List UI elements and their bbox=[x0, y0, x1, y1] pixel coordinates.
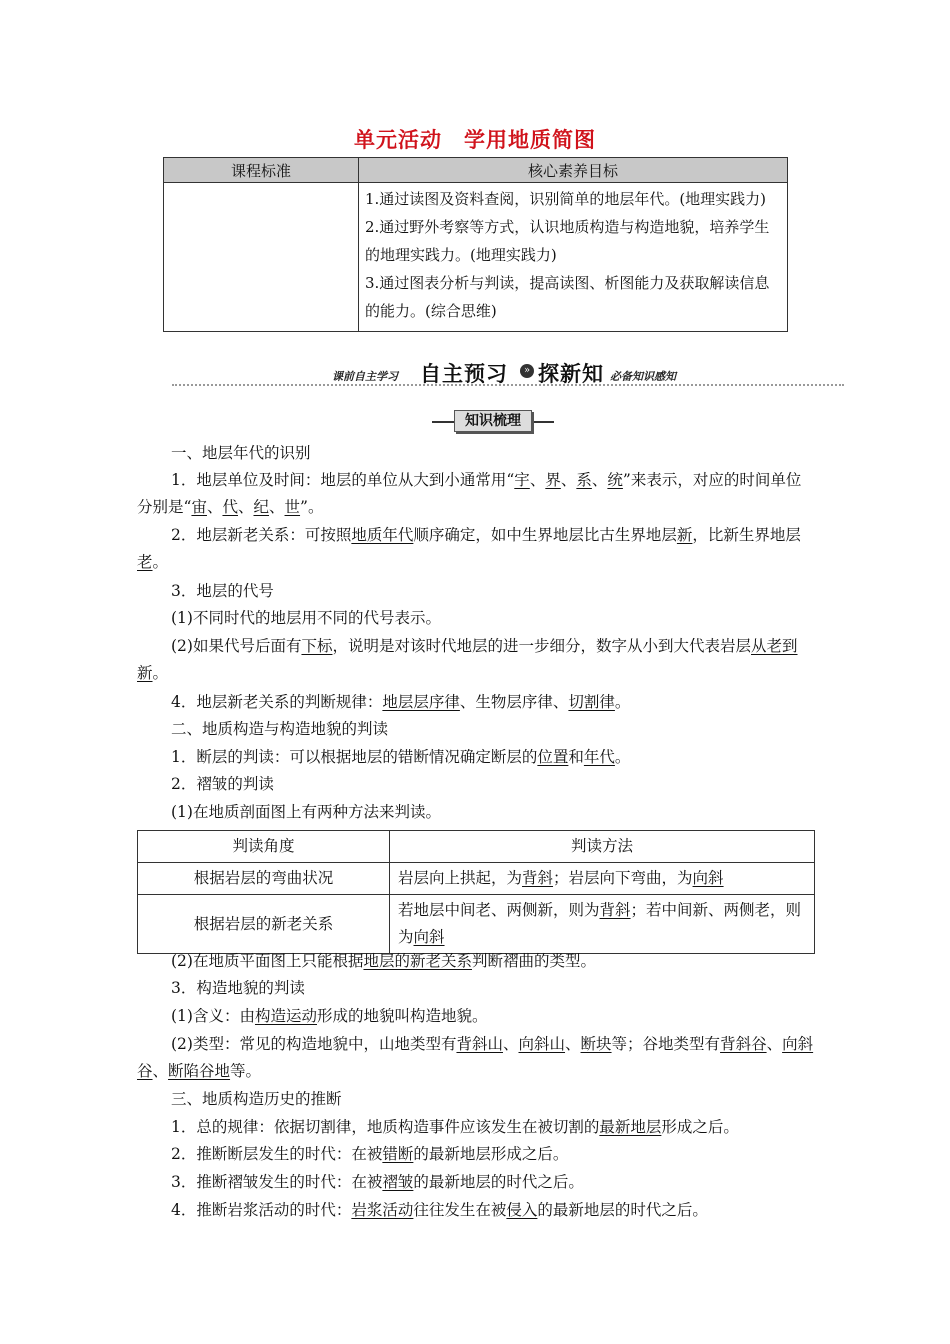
col-header-goals: 核心素养目标 bbox=[359, 158, 788, 183]
paragraph: (1)在地质剖面图上有两种方法来判读。 bbox=[171, 803, 441, 821]
paragraph: (1)含义：由构造运动形成的地貌叫构造地貌。 bbox=[171, 1007, 488, 1025]
section-heading: 三、地质构造历史的推断 bbox=[171, 1090, 342, 1108]
paragraph: 2．褶皱的判读 bbox=[171, 775, 274, 793]
standard-cell bbox=[164, 183, 359, 332]
goal-item: 1.通过读图及资料查阅，识别简单的地层年代。(地理实践力) bbox=[365, 190, 767, 208]
chevron-right-icon: » bbox=[520, 364, 534, 378]
table-cell: 岩层向上拱起，为背斜；岩层向下弯曲，为向斜 bbox=[390, 863, 815, 895]
section-banner bbox=[172, 358, 844, 388]
goal-item: 2.通过野外考察等方式，认识地质构造与构造地貌，培养学生的地理实践力。(地理实践力) bbox=[365, 218, 770, 264]
table-cell: 若地层中间老、两侧新，则为背斜；若中间新、两侧老，则为向斜 bbox=[390, 895, 815, 954]
paragraph: (1)不同时代的地层用不同的代号表示。 bbox=[171, 609, 441, 627]
paragraph: 2．推断断层发生的时代：在被错断的最新地层形成之后。 bbox=[171, 1145, 569, 1163]
paragraph: 3．地层的代号 bbox=[171, 582, 274, 600]
standards-table bbox=[163, 157, 788, 332]
goals-cell bbox=[359, 183, 788, 332]
banner-divider bbox=[172, 384, 844, 386]
table-cell: 根据岩层的新老关系 bbox=[138, 895, 390, 954]
banner-main-subtitle: 探新知 bbox=[538, 362, 604, 386]
paragraph: 3．推断褶皱发生的时代：在被褶皱的最新地层的时代之后。 bbox=[171, 1173, 584, 1191]
fold-table bbox=[137, 830, 815, 954]
paragraph: (2)如果代号后面有下标，说明是对该时代地层的进一步细分，数字从小到大代表岩层从老到新。 bbox=[137, 637, 798, 682]
page-title: 单元活动 学用地质简图 bbox=[354, 128, 596, 152]
paragraph: 1．地层单位及时间：地层的单位从大到小通常用“宇、界、系、统”来表示，对应的时间单位分别是“宙、代、纪、世”。 bbox=[137, 471, 802, 516]
paragraph: 1．断层的判读：可以根据地层的错断情况确定断层的位置和年代。 bbox=[171, 748, 631, 766]
paragraph: 4．地层新老关系的判断规律：地层层序律、生物层序律、切割律。 bbox=[171, 693, 631, 711]
badge-label: 知识梳理 bbox=[454, 410, 532, 432]
paragraph: (2)在地质平面图上只能根据地层的新老关系判断褶曲的类型。 bbox=[171, 952, 596, 970]
knowledge-badge bbox=[432, 410, 554, 432]
paragraph: 2．地层新老关系：可按照地质年代顺序确定，如中生界地层比古生界地层新，比新生界地层老。 bbox=[137, 526, 801, 571]
col-header-standard: 课程标准 bbox=[164, 158, 359, 183]
banner-left-label: 课前自主学习 bbox=[332, 370, 398, 383]
section-heading: 一、地层年代的识别 bbox=[171, 444, 311, 462]
paragraph: (2)类型：常见的构造地貌中，山地类型有背斜山、向斜山、断块等；谷地类型有背斜谷、向斜谷、断陷谷地等。 bbox=[137, 1035, 814, 1080]
col-header-angle: 判读角度 bbox=[138, 831, 390, 863]
paragraph: 3．构造地貌的判读 bbox=[171, 979, 305, 997]
paragraph: 4．推断岩浆活动的时代：岩浆活动往往发生在被侵入的最新地层的时代之后。 bbox=[171, 1201, 708, 1219]
table-cell: 根据岩层的弯曲状况 bbox=[138, 863, 390, 895]
banner-right-label: 必备知识感知 bbox=[610, 370, 676, 383]
banner-main-title: 自主预习 bbox=[420, 362, 508, 386]
goal-item: 3.通过图表分析与判读，提高读图、析图能力及获取解读信息的能力。(综合思维) bbox=[365, 274, 770, 320]
col-header-method: 判读方法 bbox=[390, 831, 815, 863]
paragraph: 1．总的规律：依据切割律，地质构造事件应该发生在被切割的最新地层形成之后。 bbox=[171, 1118, 739, 1136]
section-heading: 二、地质构造与构造地貌的判读 bbox=[171, 720, 389, 738]
